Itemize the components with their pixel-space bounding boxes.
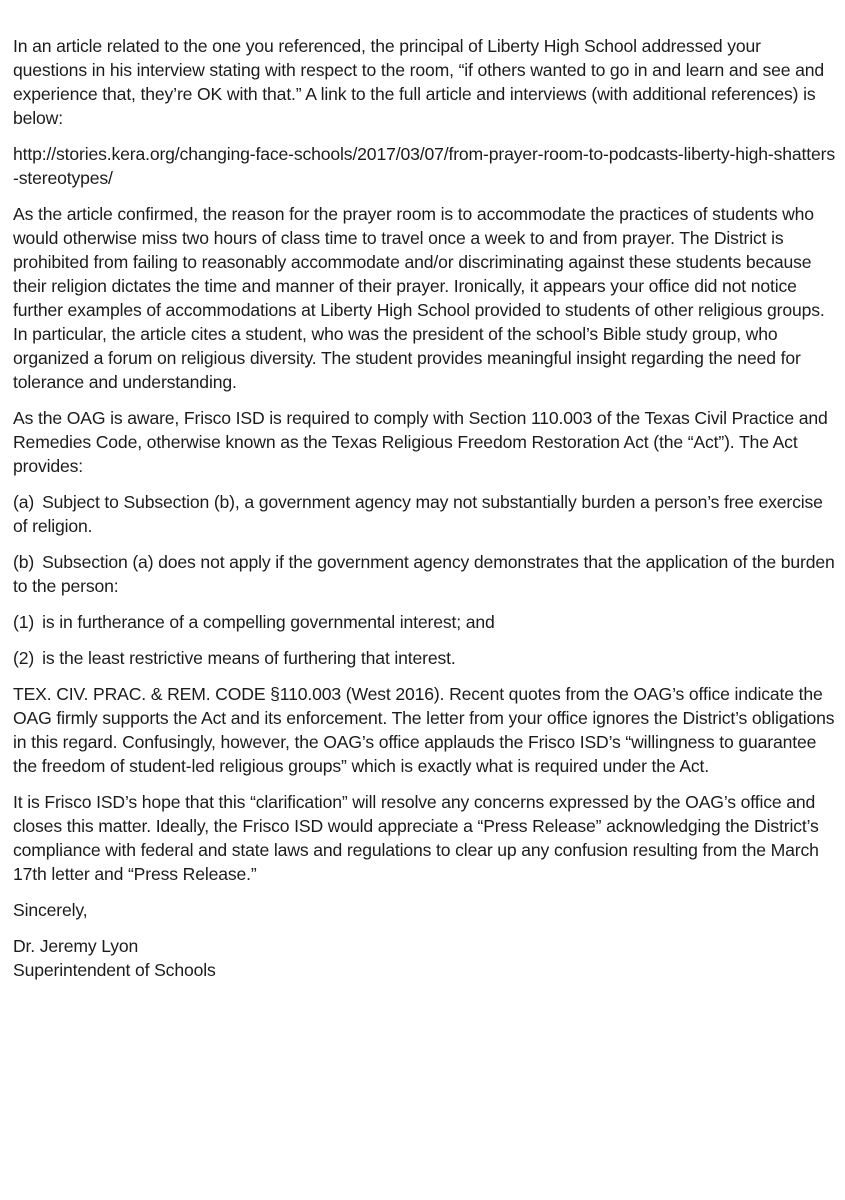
paragraph-citation: TEX. CIV. PRAC. & REM. CODE §110.003 (West 2016). Recent quotes from the OAG’s office indicate the OAG firmly supports the Act and its enforcement. The letter from your office ignores the District’s obligations in this regard. Confusingly, however, the OAG’s office applauds the Frisco ISD’s “willingness to guarantee the freedom of student-led religious groups” which is exactly what is required under the Act. xyxy=(13,684,835,776)
statute-item-a xyxy=(13,490,835,538)
signer-name: Dr. Jeremy Lyon xyxy=(13,936,139,956)
paragraph-prayer-room: As the article confirmed, the reason for the prayer room is to accommodate the practices of students who would otherwise miss two hours of class time to travel once a week to and from prayer. The District is prohibited from failing to reasonably accommodate and/or discriminating against these students because their religion dictates the time and manner of their prayer. Ironically, it appears your office did not notice further examples of accommodations at Liberty High School provided to students of other religious groups. In particular, the article cites a student, who was the president of the school’s Bible study group, who organized a forum on religious diversity. The student provides meaningful insight regarding the need for tolerance and understanding. xyxy=(13,204,825,392)
statute-item-2 xyxy=(13,646,835,670)
statute-text: Subject to Subsection (b), a government agency may not substantially burden a person’s free exercise of religion. xyxy=(13,492,823,536)
statute-marker: (1) xyxy=(13,612,35,632)
statute-marker: (a) xyxy=(13,492,35,512)
statute-item-1 xyxy=(13,610,835,634)
statute-text: is in furtherance of a compelling governmental interest; and xyxy=(42,612,495,632)
signer-title: Superintendent of Schools xyxy=(13,960,216,980)
letter-page xyxy=(13,34,835,982)
statute-marker: (b) xyxy=(13,552,35,572)
statute-text: Subsection (a) does not apply if the government agency demonstrates that the application of the burden to the person: xyxy=(13,552,835,596)
article-url: http://stories.kera.org/changing-face-schools/2017/03/07/from-prayer-room-to-podcasts-liberty-high-shatters-stereotypes/ xyxy=(13,144,835,188)
statute-item-b xyxy=(13,550,835,598)
paragraph-rfra: As the OAG is aware, Frisco ISD is required to comply with Section 110.003 of the Texas Civil Practice and Remedies Code, otherwise known as the Texas Religious Freedom Restoration Act (the “Act”). The Act provides: xyxy=(13,408,828,476)
paragraph-article-reference: In an article related to the one you referenced, the principal of Liberty High School addressed your questions in his interview stating with respect to the room, “if others wanted to go in and learn and see and experience that, they’re OK with that.” A link to the full article and interviews (with additional references) is below: xyxy=(13,36,825,128)
paragraph-conclusion: It is Frisco ISD’s hope that this “clarification” will resolve any concerns expressed by the OAG’s office and closes this matter. Ideally, the Frisco ISD would appreciate a “Press Release” acknowledging the District’s compliance with federal and state laws and regulations to clear up any confusion resulting from the March 17th letter and “Press Release.” xyxy=(13,792,819,884)
statute-marker: (2) xyxy=(13,648,35,668)
closing-salutation: Sincerely, xyxy=(13,900,88,920)
signature-block xyxy=(13,934,835,982)
statute-text: is the least restrictive means of furthering that interest. xyxy=(42,648,456,668)
